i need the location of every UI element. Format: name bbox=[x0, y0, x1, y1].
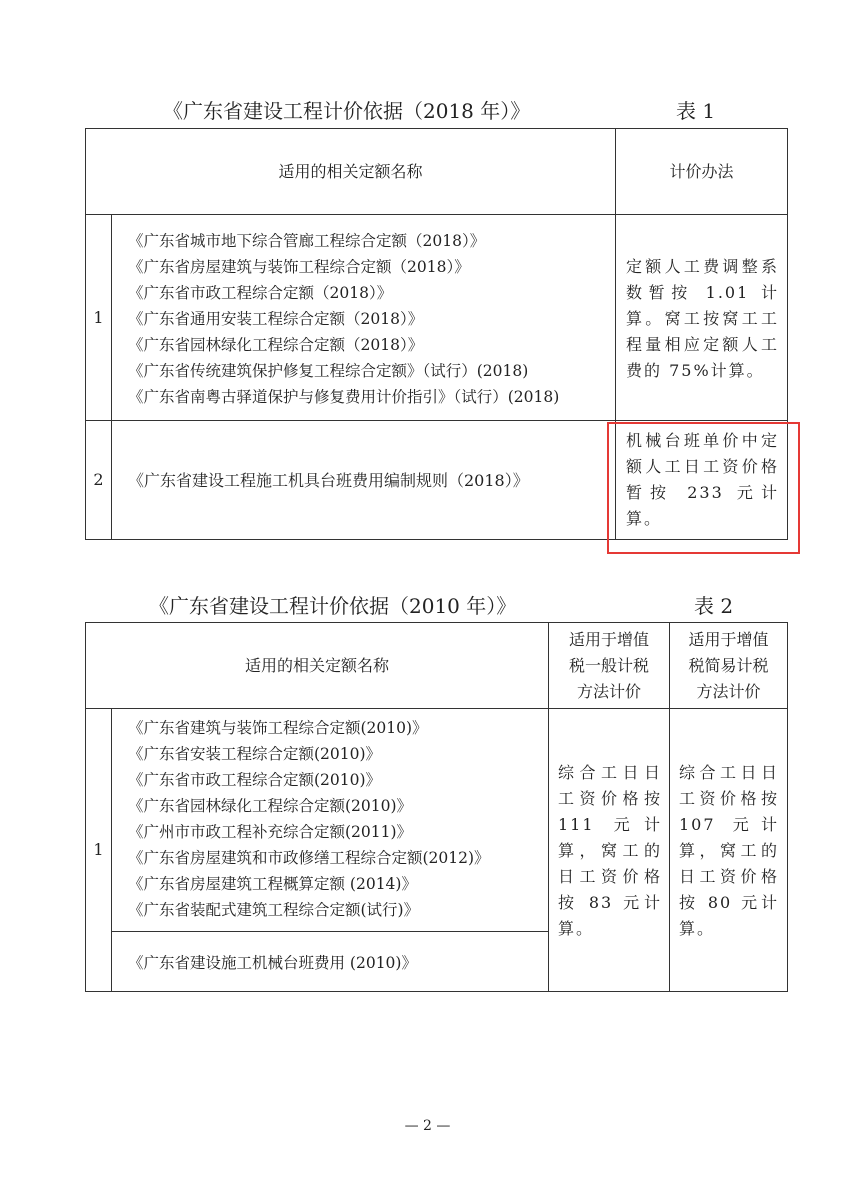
list-item: 《广东省南粤古驿道保护与修复费用计价指引》（试行）(2018) bbox=[128, 388, 560, 406]
table1-row1-method: 定额人工费调整系数暂按 1.01 计算。窝工按窝工工程量相应定额人工费的 75%计算。 bbox=[626, 257, 779, 380]
list-item: 《广东省通用安装工程综合定额（2018）》 bbox=[128, 310, 424, 328]
table1-row1-items bbox=[128, 228, 614, 410]
table1-title: 《广东省建设工程计价依据（2018 年）》 bbox=[163, 99, 531, 123]
list-item: 《广东省园林绿化工程综合定额(2010)》 bbox=[128, 797, 413, 815]
table1-header-name: 适用的相关定额名称 bbox=[278, 161, 423, 181]
table1-row2-method: 机械台班单价中定额人工日工资价格暂按 233 元计算。 bbox=[626, 431, 779, 528]
table2-header-general: 适用于增值 税一般计税 方法计价 bbox=[568, 629, 649, 701]
table1-label: 表 1 bbox=[676, 99, 716, 123]
table2-row1-last-item bbox=[128, 950, 546, 976]
list-item: 《广东省装配式建筑工程综合定额(试行)》 bbox=[128, 901, 420, 919]
table1-row2-no: 2 bbox=[93, 470, 104, 489]
list-item: 《广东省安装工程综合定额(2010)》 bbox=[128, 745, 382, 763]
table2-header-name: 适用的相关定额名称 bbox=[244, 655, 389, 675]
table1-row2-items bbox=[128, 468, 614, 494]
highlight-box bbox=[607, 422, 800, 554]
table2 bbox=[85, 622, 788, 992]
list-item: 《广东省市政工程综合定额(2010)》 bbox=[128, 771, 382, 789]
table1-no-col-divider bbox=[111, 215, 112, 539]
list-item: 《广东省建设施工机械台班费用 (2010)》 bbox=[128, 954, 417, 972]
list-item: 《广东省建筑与装饰工程综合定额(2010)》 bbox=[128, 719, 428, 737]
table1-header-divider bbox=[86, 214, 787, 215]
list-item: 《广东省传统建筑保护修复工程综合定额》（试行）(2018) bbox=[128, 362, 529, 380]
list-item: 《广东省建设工程施工机具台班费用编制规则（2018）》 bbox=[128, 471, 529, 490]
page-number: — 2 — bbox=[404, 1118, 451, 1134]
table2-row1-no: 1 bbox=[93, 840, 104, 859]
table2-no-col-divider bbox=[111, 709, 112, 991]
table2-title: 《广东省建设工程计价依据（2010 年）》 bbox=[149, 594, 517, 618]
list-item: 《广州市市政工程补充综合定额(2011)》 bbox=[128, 823, 413, 841]
table1-header-method: 计价办法 bbox=[669, 161, 734, 181]
list-item: 《广东省城市地下综合管廊工程综合定额（2018）》 bbox=[128, 232, 486, 250]
table1-row-divider bbox=[86, 420, 787, 421]
list-item: 《广东省市政工程综合定额（2018）》 bbox=[128, 284, 393, 302]
table2-label: 表 2 bbox=[694, 594, 734, 618]
table2-header-simple: 适用于增值 税简易计税 方法计价 bbox=[688, 629, 769, 701]
list-item: 《广东省园林绿化工程综合定额（2018）》 bbox=[128, 336, 424, 354]
list-item: 《广东省房屋建筑与装饰工程综合定额（2018）》 bbox=[128, 258, 470, 276]
list-item: 《广东省房屋建筑和市政修缮工程综合定额(2012)》 bbox=[128, 849, 490, 867]
table2-header-divider bbox=[86, 708, 787, 709]
table2-row1-general: 综合工日日工资价格按 111 元计算，窝工的日工资价格按 83 元计算。 bbox=[558, 763, 662, 938]
table1-row1-no: 1 bbox=[93, 307, 104, 327]
list-item: 《广东省房屋建筑工程概算定额 (2014)》 bbox=[128, 875, 417, 893]
table2-row1-simple: 综合工日日工资价格按 107 元计算，窝工的日工资价格按 80 元计算。 bbox=[679, 763, 779, 938]
table2-subrow-divider bbox=[112, 931, 548, 932]
table2-row1-items bbox=[128, 715, 546, 923]
